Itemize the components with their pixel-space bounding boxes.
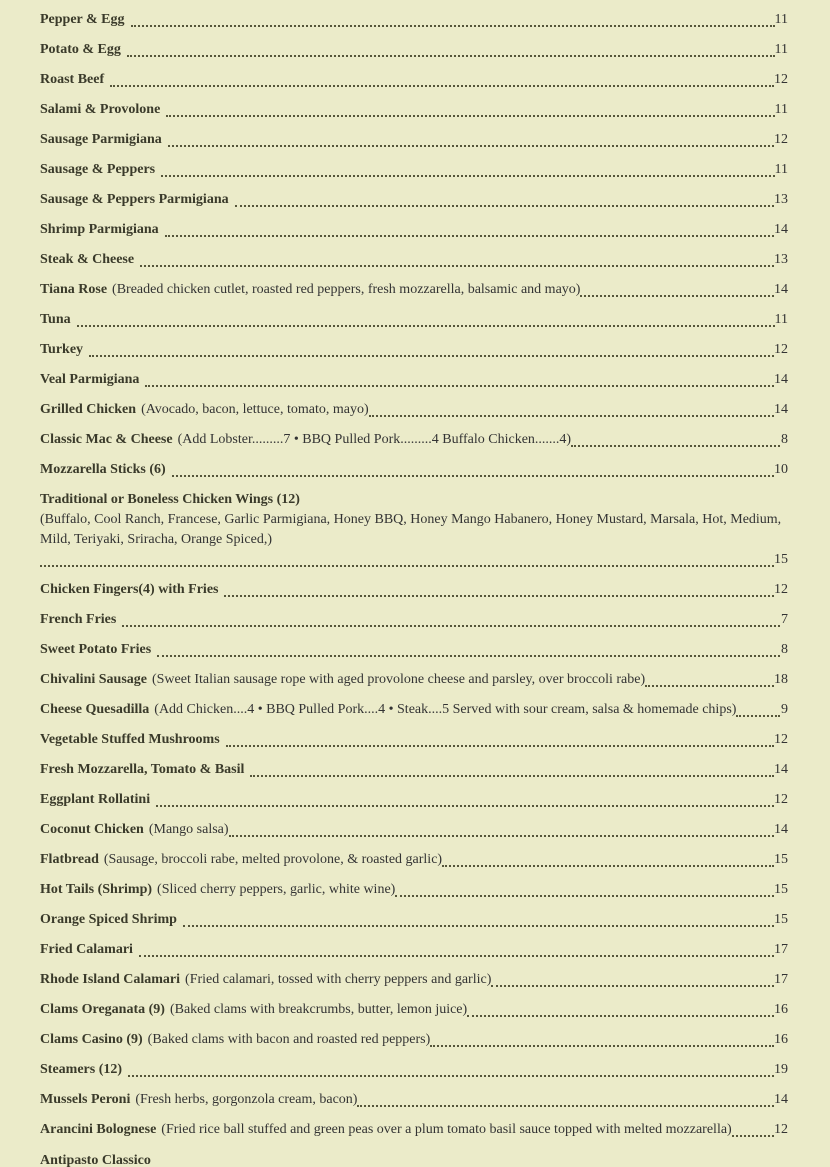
item-price: 15: [774, 882, 788, 897]
item-description: (Add Lobster.........7 • BBQ Pulled Pork.........4 Buffalo Chicken.......4): [177, 432, 572, 447]
leader-dots: [157, 655, 780, 657]
item-name: Rhode Island Calamari: [40, 972, 181, 987]
leader-dots: [139, 955, 774, 957]
item-name: Chicken Fingers(4) with Fries: [40, 582, 219, 597]
item-name: Pepper & Egg: [40, 12, 125, 27]
item-name: Turkey: [40, 342, 84, 357]
leader-dots: [250, 775, 774, 777]
leader-dots: [491, 985, 774, 987]
item-description: (Add Chicken....4 • BBQ Pulled Pork....4 • Steak....5 Served with sour cream, salsa & homemade chips): [154, 702, 737, 717]
item-price: 8: [781, 432, 788, 447]
menu-item: [40, 940, 788, 960]
item-price: 9: [781, 702, 788, 717]
menu-item: [40, 820, 788, 840]
item-description: (Breaded chicken cutlet, roasted red peppers, fresh mozzarella, balsamic and mayo): [112, 282, 581, 297]
item-description: (Fried rice ball stuffed and green peas over a plum tomato basil sauce topped with melted mozzarella): [161, 1122, 732, 1137]
item-name: Sweet Potato Fries: [40, 642, 152, 657]
menu-item: [40, 460, 788, 480]
item-price: 10: [774, 462, 788, 477]
item-price: 14: [774, 222, 788, 237]
item-price: 12: [774, 72, 788, 87]
menu-item: [40, 580, 788, 600]
item-price: 12: [774, 732, 788, 747]
menu-item: [40, 1000, 788, 1020]
item-name: Mussels Peroni: [40, 1092, 131, 1107]
item-price: 14: [774, 372, 788, 387]
item-description: (Buffalo, Cool Ranch, Francese, Garlic Parmigiana, Honey BBQ, Honey Mango Habanero, Honey Mustard, Marsala, Hot, Medium, Mild, Teriyaki, Sriracha, Orange Spiced,): [40, 512, 782, 547]
item-name: Roast Beef: [40, 72, 105, 87]
menu-item: [40, 160, 788, 180]
item-name: Clams Casino (9): [40, 1032, 143, 1047]
item-description: (Sausage, broccoli rabe, melted provolone, & roasted garlic): [103, 852, 443, 867]
item-price: 13: [774, 192, 788, 207]
leader-dots: [645, 685, 774, 687]
item-name: Chivalini Sausage: [40, 672, 147, 687]
item-price: 8: [781, 642, 788, 657]
leader-dots: [40, 565, 774, 567]
menu-item: [40, 190, 788, 210]
leader-dots: [395, 895, 774, 897]
leader-dots: [732, 1135, 774, 1137]
leader-dots: [736, 715, 780, 717]
leader-dots: [140, 265, 774, 267]
item-price: 12: [774, 792, 788, 807]
leader-dots: [172, 475, 774, 477]
item-name: Hot Tails (Shrimp): [40, 882, 153, 897]
item-price: 14: [774, 1092, 788, 1107]
menu-item: [40, 250, 788, 270]
item-price: 14: [774, 402, 788, 417]
item-description: (Mango salsa): [148, 822, 229, 837]
item-description: (Baked clams with breakcrumbs, butter, lemon juice): [169, 1002, 468, 1017]
item-price: 11: [774, 162, 788, 177]
item-price: 14: [774, 282, 788, 297]
item-name: Orange Spiced Shrimp: [40, 912, 177, 927]
item-description: (Sliced cherry peppers, garlic, white wine): [157, 882, 396, 897]
item-name: Fried Calamari: [40, 942, 133, 957]
menu-item: [40, 1120, 788, 1140]
item-description: (Fresh herbs, gorgonzola cream, bacon): [135, 1092, 358, 1107]
menu-item: [40, 280, 788, 300]
menu-item: [40, 970, 788, 990]
menu-item: [40, 880, 788, 900]
menu-item: [40, 760, 788, 780]
leader-dots: [128, 1075, 774, 1077]
item-price: 18: [774, 672, 788, 687]
item-price: 11: [774, 42, 788, 57]
item-price: 7: [781, 612, 788, 627]
leader-dots: [430, 1045, 774, 1047]
leader-dots: [235, 205, 774, 207]
leader-dots: [145, 385, 774, 387]
item-name: Mozzarella Sticks (6): [40, 462, 166, 477]
item-description: (Sweet Italian sausage rope with aged provolone cheese and parsley, over broccoli rabe): [151, 672, 646, 687]
item-price: 15: [774, 852, 788, 867]
menu-item: [40, 100, 788, 120]
item-name: Veal Parmigiana: [40, 372, 140, 387]
menu-item: [40, 700, 788, 720]
item-name: Sausage & Peppers: [40, 162, 156, 177]
leader-dots: [357, 1105, 774, 1107]
item-name: Arancini Bolognese: [40, 1122, 157, 1137]
item-name: Sausage & Peppers Parmigiana: [40, 192, 229, 207]
item-price: 19: [774, 1062, 788, 1077]
item-name: Vegetable Stuffed Mushrooms: [40, 732, 220, 747]
item-name: Antipasto Classico: [40, 1153, 151, 1167]
item-name: Steamers (12): [40, 1062, 123, 1077]
leader-dots: [226, 745, 774, 747]
leader-dots: [127, 55, 775, 57]
menu-item: [40, 430, 788, 450]
leader-dots: [89, 355, 774, 357]
menu-item: [40, 40, 788, 60]
item-name: Salami & Provolone: [40, 102, 161, 117]
leader-dots: [467, 1015, 774, 1017]
leader-dots: [110, 85, 774, 87]
leader-dots: [131, 25, 775, 27]
item-price: 12: [774, 582, 788, 597]
menu-item: [40, 640, 788, 660]
menu-item: [40, 610, 788, 630]
item-price: 12: [774, 132, 788, 147]
item-price: 17: [774, 942, 788, 957]
item-description: (Avocado, bacon, lettuce, tomato, mayo): [141, 402, 369, 417]
menu-item: [40, 1030, 788, 1050]
item-price: 16: [774, 1032, 788, 1047]
item-price: 15: [774, 552, 788, 567]
item-name: Fresh Mozzarella, Tomato & Basil: [40, 762, 245, 777]
item-price: 14: [774, 822, 788, 837]
item-name: Sausage Parmigiana: [40, 132, 162, 147]
item-price: 15: [774, 912, 788, 927]
menu-item: [40, 1060, 788, 1080]
menu-item: [40, 1090, 788, 1110]
item-name: Tuna: [40, 312, 71, 327]
item-name: Coconut Chicken: [40, 822, 144, 837]
menu-item: [40, 70, 788, 90]
leader-dots: [369, 415, 774, 417]
leader-dots: [442, 865, 774, 867]
leader-dots: [166, 115, 774, 117]
menu-item: [40, 850, 788, 870]
menu-item: [40, 10, 788, 30]
menu-item-wings: [40, 490, 788, 570]
menu-item: [40, 910, 788, 930]
item-name: Tiana Rose: [40, 282, 108, 297]
item-name: Potato & Egg: [40, 42, 121, 57]
menu-item: [40, 310, 788, 330]
item-name: Eggplant Rollatini: [40, 792, 151, 807]
item-price: 11: [774, 12, 788, 27]
item-description: (Fried calamari, tossed with cherry peppers and garlic): [185, 972, 492, 987]
menu-item: [40, 730, 788, 750]
leader-dots: [168, 145, 774, 147]
leader-dots: [165, 235, 774, 237]
leader-dots: [156, 805, 774, 807]
item-description: (Baked clams with bacon and roasted red peppers): [147, 1032, 431, 1047]
item-name: Traditional or Boneless Chicken Wings (12): [40, 492, 300, 507]
menu-item: [40, 340, 788, 360]
item-price: 16: [774, 1002, 788, 1017]
leader-dots: [580, 295, 774, 297]
item-price: 17: [774, 972, 788, 987]
leader-dots: [122, 625, 780, 627]
leader-dots: [77, 325, 775, 327]
item-name: Flatbread: [40, 852, 99, 867]
item-name: Shrimp Parmigiana: [40, 222, 159, 237]
leader-dots: [229, 835, 774, 837]
menu-item: [40, 370, 788, 390]
leader-dots: [183, 925, 774, 927]
item-name: French Fries: [40, 612, 117, 627]
menu-item: [40, 790, 788, 810]
menu-item: [40, 670, 788, 690]
menu-item: [40, 400, 788, 420]
item-name: Clams Oreganata (9): [40, 1002, 165, 1017]
item-price: 14: [774, 762, 788, 777]
item-price: 13: [774, 252, 788, 267]
item-price: 12: [774, 1122, 788, 1137]
leader-dots: [224, 595, 774, 597]
leader-dots: [571, 445, 780, 447]
item-price: 11: [774, 312, 788, 327]
item-name: Grilled Chicken: [40, 402, 137, 417]
item-name: Steak & Cheese: [40, 252, 135, 267]
item-name: Classic Mac & Cheese: [40, 432, 173, 447]
item-price: 11: [774, 102, 788, 117]
menu-item-antipasto: [40, 1150, 151, 1167]
item-price: 12: [774, 342, 788, 357]
leader-dots: [161, 175, 774, 177]
menu-item: [40, 130, 788, 150]
menu-item: [40, 220, 788, 240]
item-name: Cheese Quesadilla: [40, 702, 150, 717]
